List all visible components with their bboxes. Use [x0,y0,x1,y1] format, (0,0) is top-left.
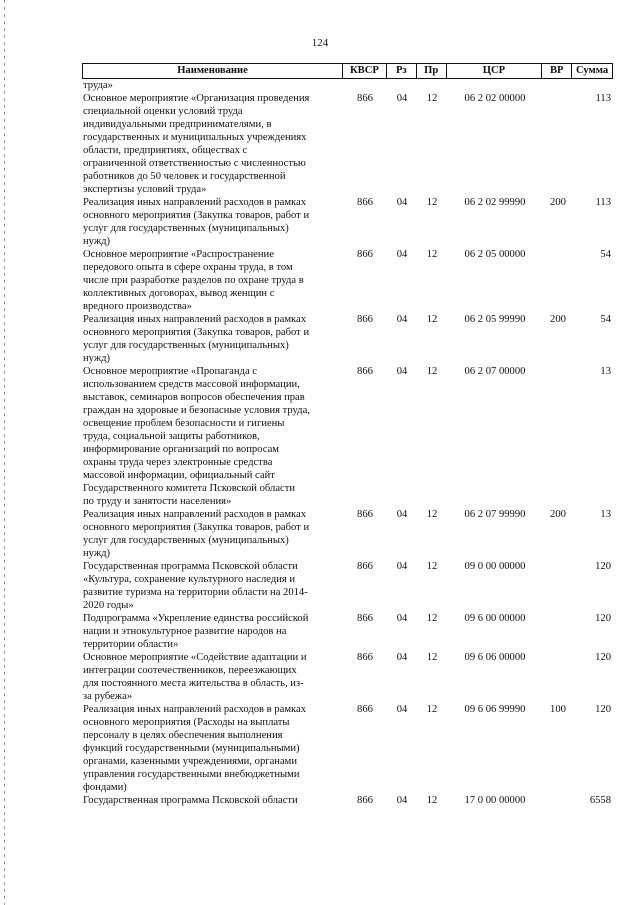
cell-name-line: граждан на здоровые и безопасные условия труда, [83,405,310,416]
cell-vr: 200 [550,314,566,325]
cell-name-line: Основное мероприятие «Организация проведения [83,93,310,104]
cell-name [82,196,343,248]
cell-sum: 120 [595,704,611,715]
cell-csr: 09 6 06 99990 [464,704,526,715]
cell-name [82,508,343,560]
cell-csr: 06 2 07 00000 [464,366,526,377]
header-vr: ВР [542,64,572,78]
cell-name-line: коллективных договорах, вывод женщин с [83,288,275,299]
header-sum: Сумма [575,65,609,76]
cell-kvsr: 866 [357,704,373,715]
cell-csr: 17 0 00 00000 [464,795,526,806]
cell-name-line: ограниченной ответственностью с численностью [83,158,306,169]
cell-name [82,651,343,703]
cell-kvsr: 866 [357,314,373,325]
cell-name [82,313,343,365]
cell-name [82,794,343,807]
cell-csr: 06 2 05 00000 [464,249,526,260]
cell-name-line: области, предприятиях, обществах с [83,145,248,156]
cell-name-line: управления государственными внебюджетными [83,769,300,780]
cell-rz: 04 [396,93,408,104]
cell-rz: 04 [396,704,408,715]
cell-name-line: использованием средств массовой информации, [83,379,300,390]
cell-name-line: освещение проблем безопасности и гигиены [83,418,285,429]
cell-kvsr: 866 [357,561,373,572]
cell-pr: 12 [426,249,438,260]
cell-csr: 06 2 07 99990 [464,509,526,520]
cell-sum: 120 [595,613,611,624]
cell-pr: 12 [426,795,438,806]
cell-name-line: основного мероприятия (Закупка товаров, работ и [83,210,310,221]
cell-name-line: Реализация иных направлений расходов в рамках [83,314,307,325]
header-csr: ЦСР [447,64,543,78]
table-header [82,63,613,79]
table-row [82,365,613,508]
cell-kvsr: 866 [357,197,373,208]
cell-name-line: Государственного комитета Псковской области [83,483,296,494]
cell-sum: 113 [595,93,611,104]
header-pr: Пр [417,64,447,78]
cell-name-line: развитие туризма на территории области на 2014- [83,587,308,598]
cell-name [82,703,343,794]
cell-name-line: нужд) [83,353,111,364]
header-rz: Рз [387,64,417,78]
cell-name-line: Основное мероприятие «Содействие адаптации и [83,652,307,663]
cell-name-line: персоналу в целях обеспечения выполнения [83,730,283,741]
cell-name [82,560,343,612]
header-kvsr: КВСР [343,64,387,78]
cell-csr: 06 2 05 99990 [464,314,526,325]
scan-edge-line [4,0,5,905]
cell-kvsr: 866 [357,613,373,624]
header-name: Наименование [83,64,343,78]
cell-name-line: интеграции соотечественников, переезжающих [83,665,297,676]
cell-kvsr: 866 [357,93,373,104]
cell-name-line: Подпрограмма «Укрепление единства российской [83,613,309,624]
cell-rz: 04 [396,652,408,663]
cell-sum: 13 [600,366,611,377]
cell-name-line: «Культура, сохранение культурного наследия и [83,574,296,585]
cell-name-line: органами, казенными учреждениями, органами [83,756,298,767]
cell-name-line: труда, социальной защиты работников, [83,431,260,442]
cell-name-line: вредного производства» [83,301,192,312]
cell-pr: 12 [426,509,438,520]
cell-rz: 04 [396,249,408,260]
cell-name-line: государственных и муниципальных учреждениях [83,132,307,143]
budget-table [82,63,613,807]
table-row [82,248,613,313]
cell-pr: 12 [426,704,438,715]
cell-sum: 54 [600,314,611,325]
table-row [82,560,613,612]
cell-name-line: Основное мероприятие «Распространение [83,249,274,260]
cell-pr: 12 [426,561,438,572]
cell-kvsr: 866 [357,795,373,806]
cell-sum: 54 [600,249,611,260]
cell-kvsr: 866 [357,652,373,663]
cell-name [82,612,343,651]
cell-name-line: выставок, семинаров вопросов обеспечения прав [83,392,305,403]
cell-sum: 120 [595,561,611,572]
cell-name-line: числе при разработке разделов по охране труда в [83,275,304,286]
cell-name [82,248,343,313]
cell-name-line: передового опыта в сфере охраны труда, в том [83,262,293,273]
cell-name-line: охраны труда через электронные средства [83,457,273,468]
cell-name-line: услуг для государственных (муниципальных) [83,340,289,351]
cell-rz: 04 [396,795,408,806]
cell-csr: 09 6 06 00000 [464,652,526,663]
table-row [82,794,613,807]
cell-kvsr: 866 [357,249,373,260]
cell-rz: 04 [396,197,408,208]
cell-name-line: Государственная программа Псковской области [83,561,298,572]
cell-vr: 200 [550,509,566,520]
cell-kvsr: 866 [357,509,373,520]
cell-name-line: фондами) [83,782,127,793]
table-row [82,651,613,703]
cell-rz: 04 [396,509,408,520]
cell-name-line: услуг для государственных (муниципальных) [83,223,289,234]
cell-name-line: Реализация иных направлений расходов в рамках [83,197,307,208]
cell-name-line: основного мероприятия (Закупка товаров, работ и [83,327,310,338]
table-row [82,92,613,196]
cell-sum: 13 [600,509,611,520]
cell-name-line: массовой информации, официальный сайт [83,470,275,481]
cell-name-line: информирование организаций по вопросам [83,444,279,455]
cell-name [82,92,343,196]
cell-name-line: нации и этнокультурное развитие народов на [83,626,287,637]
cell-name-line: 2020 годы» [83,600,134,611]
cell-name-line: Государственная программа Псковской области [83,795,298,806]
cell-name-line: территории области» [83,639,179,650]
page-number: 124 [311,37,329,49]
table-row [82,703,613,794]
cell-csr: 06 2 02 99990 [464,197,526,208]
cell-kvsr: 866 [357,366,373,377]
cell-name-line: для постоянного места жительства в область, из- [83,678,304,689]
cell-name [82,365,343,508]
table-row [82,196,613,248]
cell-name-line: основного мероприятия (Закупка товаров, работ и [83,522,310,533]
cell-name-line: работников до 50 человек и государственной [83,171,286,182]
cell-name-line: Основное мероприятие «Пропаганда с [83,366,257,377]
cell-csr: 09 0 00 00000 [464,561,526,572]
continuation-text: труда» [83,80,113,91]
cell-name-line: нужд) [83,548,111,559]
cell-rz: 04 [396,613,408,624]
cell-name-line: услуг для государственных (муниципальных) [83,535,289,546]
table-body [82,92,613,807]
cell-name-line: за рубежа» [83,691,133,702]
cell-pr: 12 [426,314,438,325]
cell-rz: 04 [396,314,408,325]
cell-name-line: основного мероприятия (Расходы на выплаты [83,717,290,728]
cell-name-line: Реализация иных направлений расходов в рамках [83,704,307,715]
cell-name-line: нужд) [83,236,111,247]
cell-pr: 12 [426,366,438,377]
cell-vr: 200 [550,197,566,208]
cell-vr: 100 [550,704,566,715]
cell-sum: 120 [595,652,611,663]
cell-pr: 12 [426,93,438,104]
table-row [82,313,613,365]
cell-csr: 09 6 00 00000 [464,613,526,624]
table-row [82,612,613,651]
cell-sum: 6558 [589,795,611,806]
table-row [82,508,613,560]
cell-rz: 04 [396,366,408,377]
cell-pr: 12 [426,197,438,208]
cell-csr: 06 2 02 00000 [464,93,526,104]
cell-name-line: экспертизы условий труда» [83,184,207,195]
cell-name-line: индивидуальными предпринимателями, в [83,119,272,130]
cell-name-line: Реализация иных направлений расходов в рамках [83,509,307,520]
cell-rz: 04 [396,561,408,572]
cell-name-line: функций государственными (муниципальными) [83,743,300,754]
cell-sum: 113 [595,197,611,208]
cell-pr: 12 [426,652,438,663]
cell-pr: 12 [426,613,438,624]
cell-name-line: по труду и занятости населения» [83,496,232,507]
cell-name-line: специальной оценки условий труда [83,106,243,117]
